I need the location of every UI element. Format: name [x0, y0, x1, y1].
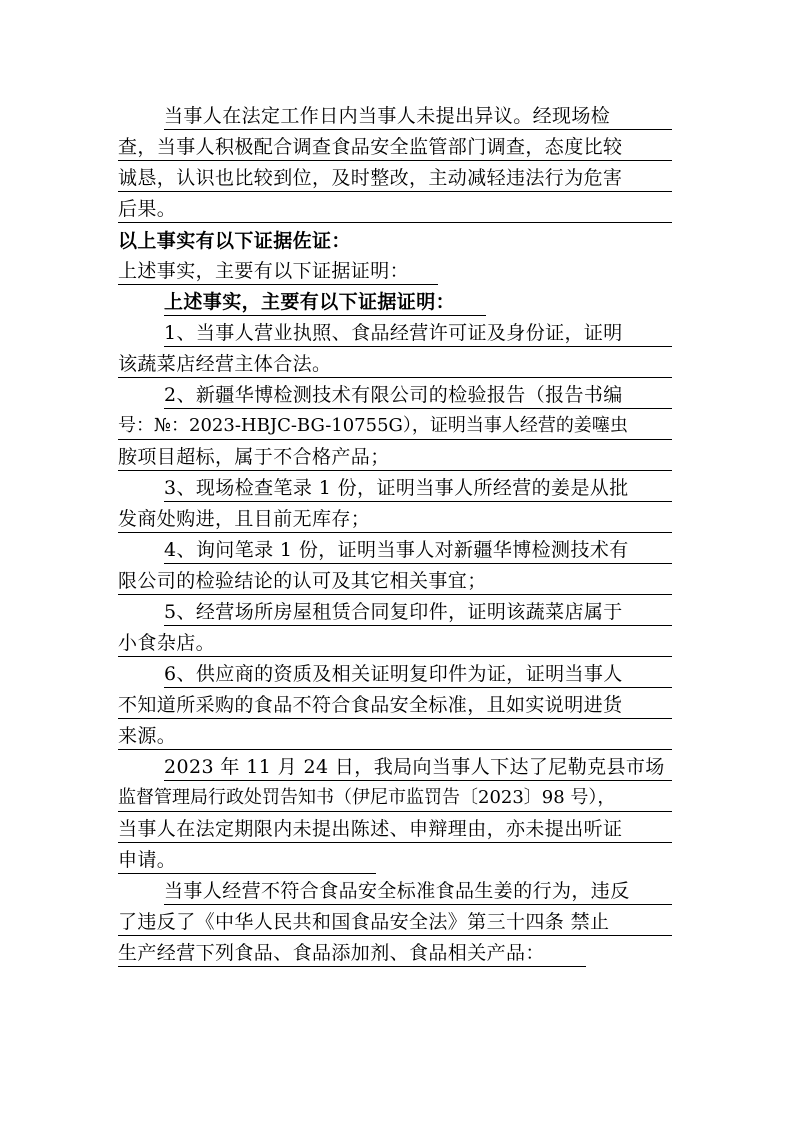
text-line: 诚恳，认识也比较到位，及时整改，主动减轻违法行为危害 [118, 167, 623, 189]
underline [118, 749, 672, 750]
underline [164, 501, 672, 502]
underline [118, 718, 672, 719]
text-line: 6、供应商的资质及相关证明复印件为证，证明当事人 [164, 663, 623, 685]
text-line: 2、新疆华博检测技术有限公司的检验报告（报告书编 [164, 384, 623, 406]
text-line: 该蔬菜店经营主体合法。 [118, 353, 332, 375]
text-line: 不知道所采购的食品不符合食品安全标准，且如实说明进货 [118, 694, 623, 716]
text-line: 号：№：2023-HBJC-BG-10755G），证明当事人经营的姜噻虫 [118, 415, 628, 436]
underline [118, 377, 672, 378]
underline [118, 160, 672, 161]
evidence-heading-bold: 以上事实有以下证据佐证： [118, 230, 351, 252]
underline [164, 346, 672, 347]
underline [164, 904, 672, 905]
underline [164, 687, 672, 688]
text-line: 3、现场检查笔录 1 份，证明当事人所经营的姜是从批 [164, 477, 629, 499]
text-line: 发商处购进，且目前无库存； [118, 508, 371, 530]
underline [118, 191, 672, 192]
text-line: 生产经营下列食品、食品添加剂、食品相关产品： [118, 942, 545, 964]
text-line: 申请。 [118, 849, 177, 871]
underline [118, 439, 672, 440]
evidence-heading: 上述事实，主要有以下证据证明： [118, 260, 410, 282]
text-line: 来源。 [118, 725, 177, 747]
underline [118, 470, 672, 471]
text-line: 当事人在法定期限内未提出陈述、申辩理由，亦未提出听证 [118, 818, 623, 840]
text-line: 查，当事人积极配合调查食品安全监管部门调查，态度比较 [118, 136, 623, 158]
underline [118, 966, 586, 967]
underline [164, 625, 672, 626]
underline [118, 842, 672, 843]
evidence-heading-bold-indented: 上述事实，主要有以下证据证明： [164, 291, 456, 313]
underline [164, 780, 672, 781]
text-line: 当事人经营不符合食品安全标准食品生姜的行为，违反 [164, 880, 630, 902]
text-line: 2023 年 11 月 24 日，我局向当事人下达了尼勒克县市场 [164, 756, 665, 778]
underline [118, 532, 672, 533]
underline [118, 935, 672, 936]
text-line: 胺项目超标，属于不合格产品； [118, 446, 390, 468]
underline [118, 656, 672, 657]
text-line: 监督管理局行政处罚告知书（伊尼市监罚告〔2023〕98 号）， [118, 787, 616, 808]
underline [164, 315, 486, 316]
underline [164, 129, 672, 130]
underline [118, 594, 672, 595]
text-line: 小食杂店。 [118, 632, 216, 654]
text-line: 当事人在法定工作日内当事人未提出异议。经现场检 [164, 105, 611, 127]
underline [118, 873, 376, 874]
text-line: 了违反了《中华人民共和国食品安全法》第三十四条 禁止 [118, 911, 610, 933]
text-line: 后果。 [118, 198, 177, 220]
underline [164, 563, 672, 564]
underline [164, 408, 672, 409]
text-line: 4、询问笔录 1 份，证明当事人对新疆华博检测技术有 [164, 539, 629, 561]
underline [118, 284, 438, 285]
text-line: 5、经营场所房屋租赁合同复印件，证明该蔬菜店属于 [164, 601, 623, 623]
underline [118, 222, 672, 223]
text-line: 1、当事人营业执照、食品经营许可证及身份证，证明 [164, 322, 623, 344]
text-line: 限公司的检验结论的认可及其它相关事宜； [118, 570, 487, 592]
underline [118, 811, 672, 812]
